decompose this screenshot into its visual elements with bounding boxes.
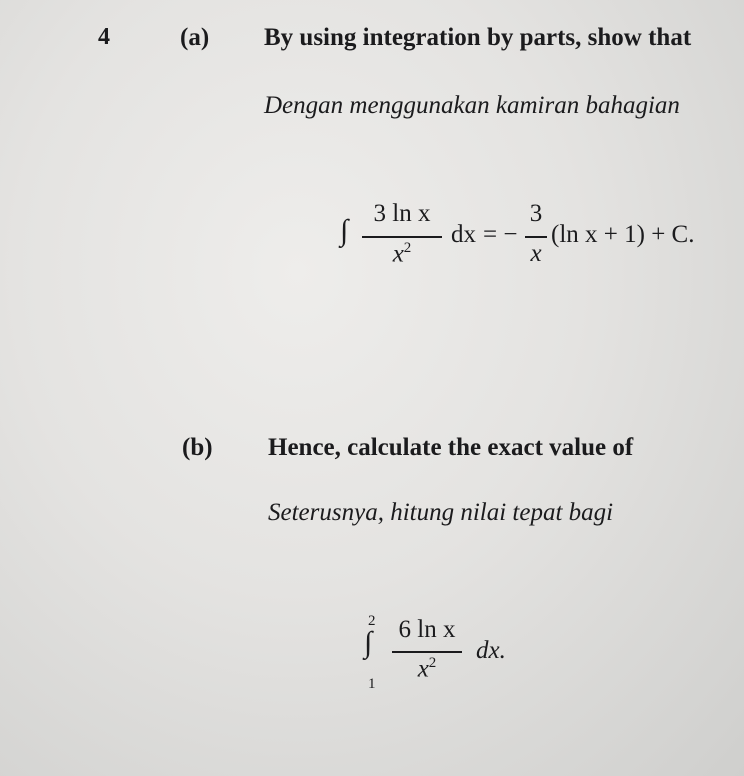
differential xyxy=(476,637,506,665)
lower-limit: 1 xyxy=(368,676,376,692)
rhs-fraction xyxy=(525,200,547,280)
upper-limit: 2 xyxy=(368,613,376,629)
integrand-fraction xyxy=(392,616,462,696)
rhs-fraction-bar xyxy=(525,236,547,238)
rhs-numerator: 3 xyxy=(529,200,543,227)
integrand-denominator: x xyxy=(417,655,429,683)
differential-text: dx. xyxy=(476,637,506,664)
part-a-label: (a) xyxy=(180,24,210,51)
part-b-instruction-malay: Seterusnya, hitung nilai tepat bagi xyxy=(268,499,614,526)
equals-minus: = − xyxy=(483,221,518,248)
lhs-fraction xyxy=(362,200,442,280)
integrand-denominator-group xyxy=(392,655,462,683)
integrand-fraction-bar xyxy=(392,651,462,653)
integrand-numerator: 6 ln x xyxy=(398,616,456,643)
lhs-fraction-bar xyxy=(362,236,442,238)
lhs-numerator: 3 ln x xyxy=(373,200,431,227)
integral-sign: ∫ xyxy=(340,214,349,247)
part-a-instruction-malay: Dengan menggunakan kamiran bahagian xyxy=(264,92,680,119)
question-number: 4 xyxy=(98,24,110,50)
part-b-instruction-english: Hence, calculate the exact value of xyxy=(268,434,634,461)
lhs-differential: dx xyxy=(451,221,476,248)
definite-integral-sign: ∫ xyxy=(364,626,373,659)
part-a-instruction-english: By using integration by parts, show that xyxy=(264,24,692,51)
lhs-denominator-group xyxy=(362,240,442,268)
integrand-denominator-power: 2 xyxy=(428,655,437,671)
rhs-tail: (ln x + 1) + C. xyxy=(551,221,695,248)
rhs-denominator: x xyxy=(530,240,542,267)
lhs-denominator-power: 2 xyxy=(403,240,412,256)
lhs-denominator: x xyxy=(392,240,404,268)
part-b-label: (b) xyxy=(182,434,213,461)
